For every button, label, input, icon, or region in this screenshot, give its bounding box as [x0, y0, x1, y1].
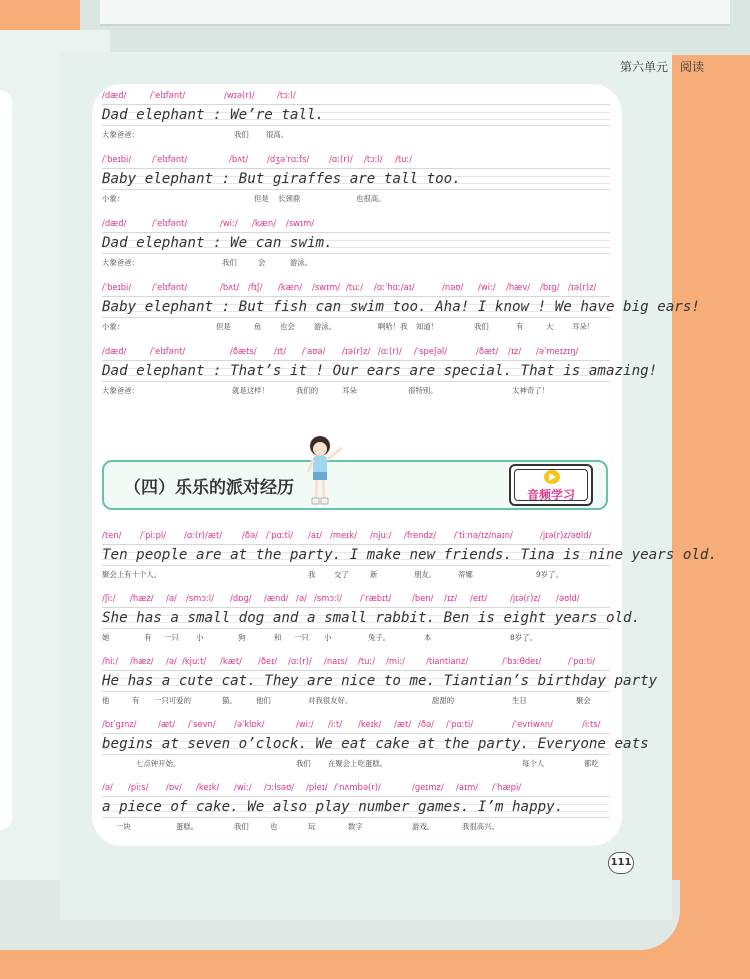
chinese-word: 游泳。 — [290, 258, 313, 267]
chinese-word: 知道！ — [416, 322, 439, 331]
phonetic-word: /tuː/ — [346, 282, 364, 292]
english-text: Dad elephant : We’re tall. — [102, 107, 325, 123]
audio-study-button[interactable] — [509, 464, 593, 506]
phonetic-word: /ten/ — [102, 530, 122, 540]
phonetic-word: /ɑː(r)/æt/ — [184, 530, 223, 540]
chinese-word: 大象爸爸： — [102, 386, 139, 395]
phonetic-word: /dæd/ — [102, 346, 127, 356]
english-text: Dad elephant : We can swim. — [102, 235, 333, 251]
phonetic-word: /ɡeɪmz/ — [412, 782, 444, 792]
play-icon — [544, 470, 560, 484]
chinese-word: 也 — [270, 822, 278, 831]
phonetic-word: /ɪə(r)z/ — [342, 346, 371, 356]
phonetic-word: /aɪm/ — [456, 782, 479, 792]
chinese-word: 甜甜的 — [432, 696, 455, 705]
phonetic-word: /keɪk/ — [358, 719, 382, 729]
chinese-word: 我们 — [296, 759, 311, 768]
english-sentence — [102, 607, 641, 629]
phonetic-word: /ˈelɪfənt/ — [152, 154, 188, 164]
section-title: （四）乐乐的派对经历 — [124, 478, 294, 498]
phonetic-word: /tuː/ — [395, 154, 413, 164]
phonetic-word: /naɪs/ — [324, 656, 348, 666]
english-sentence — [102, 296, 700, 318]
reading-line — [102, 282, 700, 332]
chinese-word: 8岁了。 — [510, 633, 537, 642]
phonetic-word: /ˈelɪfənt/ — [150, 90, 186, 100]
english-text: Dad elephant : That’s it ! Our ears are special. That is amazing! — [102, 363, 658, 379]
phonetic-word: /nəʊ/ — [442, 282, 464, 292]
chinese-translation-row — [102, 318, 610, 332]
phonetic-row — [102, 656, 610, 670]
phonetic-row — [102, 530, 610, 544]
chinese-word: 本 — [424, 633, 432, 642]
phonetic-word: /ɑː(r)/ — [288, 656, 312, 666]
reading-line — [102, 90, 610, 140]
chinese-word: 新 — [370, 570, 378, 579]
chinese-word: 我们 — [234, 130, 249, 139]
phonetic-word: /ben/ — [412, 593, 434, 603]
chinese-word: 每个人 — [522, 759, 545, 768]
phonetic-word: /njuː/ — [370, 530, 392, 540]
english-text: Baby elephant : But giraffes are tall too. — [102, 171, 461, 187]
phonetic-word: /ɪz/ — [508, 346, 522, 356]
chinese-word: 她 — [102, 633, 110, 642]
english-sentence — [102, 670, 658, 692]
phonetic-word: /keɪk/ — [196, 782, 220, 792]
reading-line — [102, 346, 658, 396]
phonetic-word: /ˈpɑːti/ — [266, 530, 294, 540]
chinese-word: 狗 — [238, 633, 246, 642]
phonetic-word: /ænd/ — [264, 593, 289, 603]
phonetic-word: /wiː/ — [296, 719, 314, 729]
phonetic-word: /ˈbeɪbi/ — [102, 282, 132, 292]
phonetic-word: /jɪə(r)z/əʊld/ — [540, 530, 592, 540]
phonetic-word: /əʊld/ — [556, 593, 580, 603]
phonetic-word: /wiː/ — [478, 282, 496, 292]
phonetic-word: /jɪə(r)z/ — [510, 593, 541, 603]
chinese-translation-row — [102, 629, 610, 643]
chinese-word: 一块 — [116, 822, 131, 831]
phonetic-word: /miː/ — [386, 656, 405, 666]
phonetic-word: /ɔːlsəʊ/ — [264, 782, 295, 792]
phonetic-word: /ɒv/ — [166, 782, 182, 792]
english-text: She has a small dog and a small rabbit. Ben is eight years old. — [102, 610, 641, 626]
chinese-word: 在聚会上吃蛋糕。 — [328, 759, 388, 768]
phonetic-word: /frendz/ — [404, 530, 437, 540]
phonetic-word: /bɪˈɡɪnz/ — [102, 719, 137, 729]
chinese-word: 我们 — [474, 322, 489, 331]
phonetic-word: /ˈnʌmbə(r)/ — [334, 782, 381, 792]
english-sentence — [102, 232, 610, 254]
phonetic-word: /aɪ/ — [308, 530, 322, 540]
chinese-word: 但是 — [254, 194, 269, 203]
reading-line — [102, 656, 658, 706]
phonetic-word: /pleɪ/ — [306, 782, 328, 792]
phonetic-word: /dʒəˈrɑːfs/ — [267, 154, 310, 164]
phonetic-word: /ˈsevn/ — [188, 719, 216, 729]
chinese-word: 就是这样！ — [232, 386, 269, 395]
phonetic-word: /ðeɪ/ — [258, 656, 278, 666]
phonetic-word: /ə/ — [296, 593, 307, 603]
chinese-translation-row — [102, 755, 610, 769]
phonetic-row — [102, 593, 610, 607]
phonetic-word: /kæn/ — [252, 218, 277, 228]
phonetic-word: /ˈevriwʌn/ — [512, 719, 553, 729]
chinese-word: 一只可爱的 — [154, 696, 191, 705]
phonetic-word: /ˈpiːpl/ — [140, 530, 167, 540]
chinese-word: 他们 — [256, 696, 271, 705]
phonetic-word: /ˈhæpi/ — [492, 782, 522, 792]
chinese-word: 耳朵 — [342, 386, 357, 395]
phonetic-word: /bʌt/ — [229, 154, 249, 164]
book-left-page — [0, 90, 12, 830]
chinese-word: 交了 — [334, 570, 349, 579]
phonetic-word: /ˈaʊə/ — [302, 346, 326, 356]
chinese-word: 大象爸爸： — [102, 258, 139, 267]
phonetic-word: /ˈelɪfənt/ — [152, 218, 188, 228]
phonetic-word: /ðæt/ — [476, 346, 499, 356]
phonetic-word: /ə/ — [166, 593, 177, 603]
phonetic-row — [102, 719, 610, 733]
chinese-word: 太神奇了！ — [512, 386, 549, 395]
phonetic-word: /dæd/ — [102, 90, 127, 100]
phonetic-word: /hæz/ — [130, 656, 154, 666]
reading-line — [102, 218, 610, 268]
phonetic-row — [102, 218, 610, 232]
phonetic-word: /swɪm/ — [312, 282, 341, 292]
phonetic-word: /ðə/ — [242, 530, 258, 540]
chinese-translation-row — [102, 818, 610, 832]
chinese-translation-row — [102, 692, 610, 706]
english-sentence — [102, 544, 717, 566]
phonetic-word: /wiː/ — [234, 782, 252, 792]
chinese-translation-row — [102, 566, 610, 580]
chinese-word: 大 — [546, 322, 554, 331]
chinese-word: 聚会 — [576, 696, 591, 705]
chinese-translation-row — [102, 190, 610, 204]
phonetic-word: /ɑː(r)/ — [329, 154, 353, 164]
phonetic-word: /eɪt/ — [470, 593, 488, 603]
phonetic-word: /ɪt/ — [274, 346, 287, 356]
phonetic-row — [102, 782, 610, 796]
phonetic-row — [102, 154, 610, 168]
phonetic-word: /ə/ — [102, 782, 113, 792]
phonetic-word: /əˈklɒk/ — [234, 719, 265, 729]
phonetic-word: /ˈspeʃəl/ — [414, 346, 448, 356]
english-sentence — [102, 360, 658, 382]
phonetic-word: /tuː/ — [358, 656, 376, 666]
chinese-word: 9岁了。 — [536, 570, 563, 579]
chinese-translation-row — [102, 382, 610, 396]
chinese-word: 朋友。 — [414, 570, 437, 579]
audio-study-label: 音频学习 — [526, 488, 575, 502]
reading-line — [102, 782, 610, 832]
phonetic-word: /meɪk/ — [330, 530, 357, 540]
phonetic-word: /ɪə(r)z/ — [568, 282, 597, 292]
chinese-word: 会 — [258, 258, 266, 267]
reading-line — [102, 593, 641, 643]
chinese-word: 对我很友好。 — [308, 696, 353, 705]
chinese-word: 七点钟开始。 — [136, 759, 181, 768]
phonetic-word: /kæn/ — [278, 282, 303, 292]
english-sentence — [102, 168, 610, 190]
phonetic-word: /iːt/ — [328, 719, 343, 729]
chinese-word: 耳朵！ — [572, 322, 595, 331]
girl-illustration — [300, 434, 356, 512]
chinese-word: 我们 — [222, 258, 237, 267]
english-text: a piece of cake. We also play number games. I’m happy. — [102, 799, 564, 815]
phonetic-word: /ɑːˈhɑː/aɪ/ — [374, 282, 415, 292]
phonetic-word: /ˈræbɪt/ — [360, 593, 392, 603]
chinese-word: 鱼 — [254, 322, 262, 331]
phonetic-word: /tiantianz/ — [426, 656, 469, 666]
english-sentence — [102, 733, 649, 755]
chinese-word: 都吃 — [584, 759, 599, 768]
phonetic-word: /swɪm/ — [286, 218, 315, 228]
phonetic-word: /ə/ — [166, 656, 177, 666]
chinese-word: 我们的 — [296, 386, 319, 395]
phonetic-row — [102, 282, 610, 296]
chinese-word: 有 — [516, 322, 524, 331]
phonetic-word: /æt/ — [394, 719, 412, 729]
chinese-word: 小象： — [102, 194, 125, 203]
chinese-word: 猫。 — [222, 696, 237, 705]
unit-title: 第六单元 阅读 — [619, 60, 704, 74]
phonetic-word: /ðə/ — [418, 719, 434, 729]
phonetic-word: /hæv/ — [506, 282, 531, 292]
phonetic-word: /piːs/ — [128, 782, 149, 792]
phonetic-word: /æt/ — [158, 719, 176, 729]
reading-line — [102, 530, 717, 580]
chinese-word: 聚会上有十个人。 — [102, 570, 162, 579]
chinese-word: 有 — [132, 696, 140, 705]
phonetic-word: /dɒɡ/ — [230, 593, 252, 603]
phonetic-word: /hiː/ — [102, 656, 119, 666]
chinese-word: 小 — [324, 633, 332, 642]
phonetic-word: /ɪz/ — [444, 593, 458, 603]
chinese-word: 数字 — [348, 822, 363, 831]
chinese-word: 长颈鹿 — [278, 194, 301, 203]
chinese-word: 有 — [144, 633, 152, 642]
chinese-word: 游泳。 — [314, 322, 337, 331]
phonetic-row — [102, 90, 610, 104]
chinese-word: 很特别。 — [408, 386, 438, 395]
chinese-word: 蒂娜 — [458, 570, 473, 579]
phonetic-word: /tɔːl/ — [364, 154, 383, 164]
english-text: begins at seven o’clock. We eat cake at the party. Everyone eats — [102, 736, 649, 752]
chinese-word: 也很高。 — [356, 194, 386, 203]
phonetic-word: /iːts/ — [582, 719, 601, 729]
english-text: Baby elephant : But fish can swim too. Aha! I know ! We have big ears! — [102, 299, 700, 315]
chinese-word: 一只 — [164, 633, 179, 642]
chinese-word: 小 — [196, 633, 204, 642]
chinese-word: 游戏。 — [412, 822, 435, 831]
previous-page-inner — [100, 0, 730, 26]
phonetic-word: /dæd/ — [102, 218, 127, 228]
phonetic-row — [102, 346, 610, 360]
chinese-translation-row — [102, 126, 610, 140]
chinese-word: 我很高兴。 — [462, 822, 499, 831]
chinese-word: 和 — [274, 633, 282, 642]
phonetic-word: /ˈpɑːti/ — [446, 719, 474, 729]
chinese-word: 也会 — [280, 322, 295, 331]
phonetic-word: /tɔːl/ — [277, 90, 296, 100]
phonetic-word: /ʃiː/ — [102, 593, 116, 603]
phonetic-word: /wɪə(r)/ — [224, 90, 255, 100]
phonetic-word: /ˈelɪfənt/ — [150, 346, 186, 356]
phonetic-word: /ˈtiːnə/ɪz/naɪn/ — [454, 530, 513, 540]
english-sentence — [102, 104, 610, 126]
chinese-translation-row — [102, 254, 610, 268]
chinese-word: 生日 — [512, 696, 527, 705]
phonetic-word: /hæz/ — [130, 593, 154, 603]
chinese-word: 我们 — [234, 822, 249, 831]
phonetic-word: /ˈbɜːθdeɪ/ — [502, 656, 542, 666]
phonetic-word: /əˈmeɪzɪŋ/ — [536, 346, 579, 356]
chinese-word: 玩 — [308, 822, 316, 831]
phonetic-word: /smɔːl/ — [186, 593, 214, 603]
english-text: He has a cute cat. They are nice to me. Tiantian’s birthday party — [102, 673, 658, 689]
chinese-word: 他 — [102, 696, 110, 705]
phonetic-word: /ˈelɪfənt/ — [152, 282, 188, 292]
phonetic-word: /ɑː(r)/ — [378, 346, 402, 356]
phonetic-word: /ðæts/ — [230, 346, 257, 356]
reading-line — [102, 154, 610, 204]
phonetic-word: /ˈbeɪbi/ — [102, 154, 132, 164]
reading-line — [102, 719, 649, 769]
phonetic-word: /fɪʃ/ — [248, 282, 263, 292]
chinese-word: 小象： — [102, 322, 125, 331]
page-number: 111 — [608, 852, 634, 874]
chinese-word: 蛋糕。 — [176, 822, 199, 831]
phonetic-word: /kjuːt/ — [182, 656, 207, 666]
phonetic-word: /bɪɡ/ — [540, 282, 560, 292]
chinese-word: 兔子。 — [368, 633, 391, 642]
chinese-word: 我 — [308, 570, 316, 579]
english-text: Ten people are at the party. I make new friends. Tina is nine years old. — [102, 547, 717, 563]
chinese-word: 很高。 — [266, 130, 289, 139]
chinese-word: 啊哈！我 — [378, 322, 408, 331]
chinese-word: 大象爸爸： — [102, 130, 139, 139]
chinese-word: 但是 — [216, 322, 231, 331]
chinese-word: 一只 — [294, 633, 309, 642]
english-sentence — [102, 796, 610, 818]
phonetic-word: /ˈpɑːti/ — [568, 656, 596, 666]
phonetic-word: /wiː/ — [220, 218, 238, 228]
phonetic-word: /smɔːl/ — [314, 593, 342, 603]
phonetic-word: /kæt/ — [220, 656, 243, 666]
phonetic-word: /bʌt/ — [220, 282, 240, 292]
